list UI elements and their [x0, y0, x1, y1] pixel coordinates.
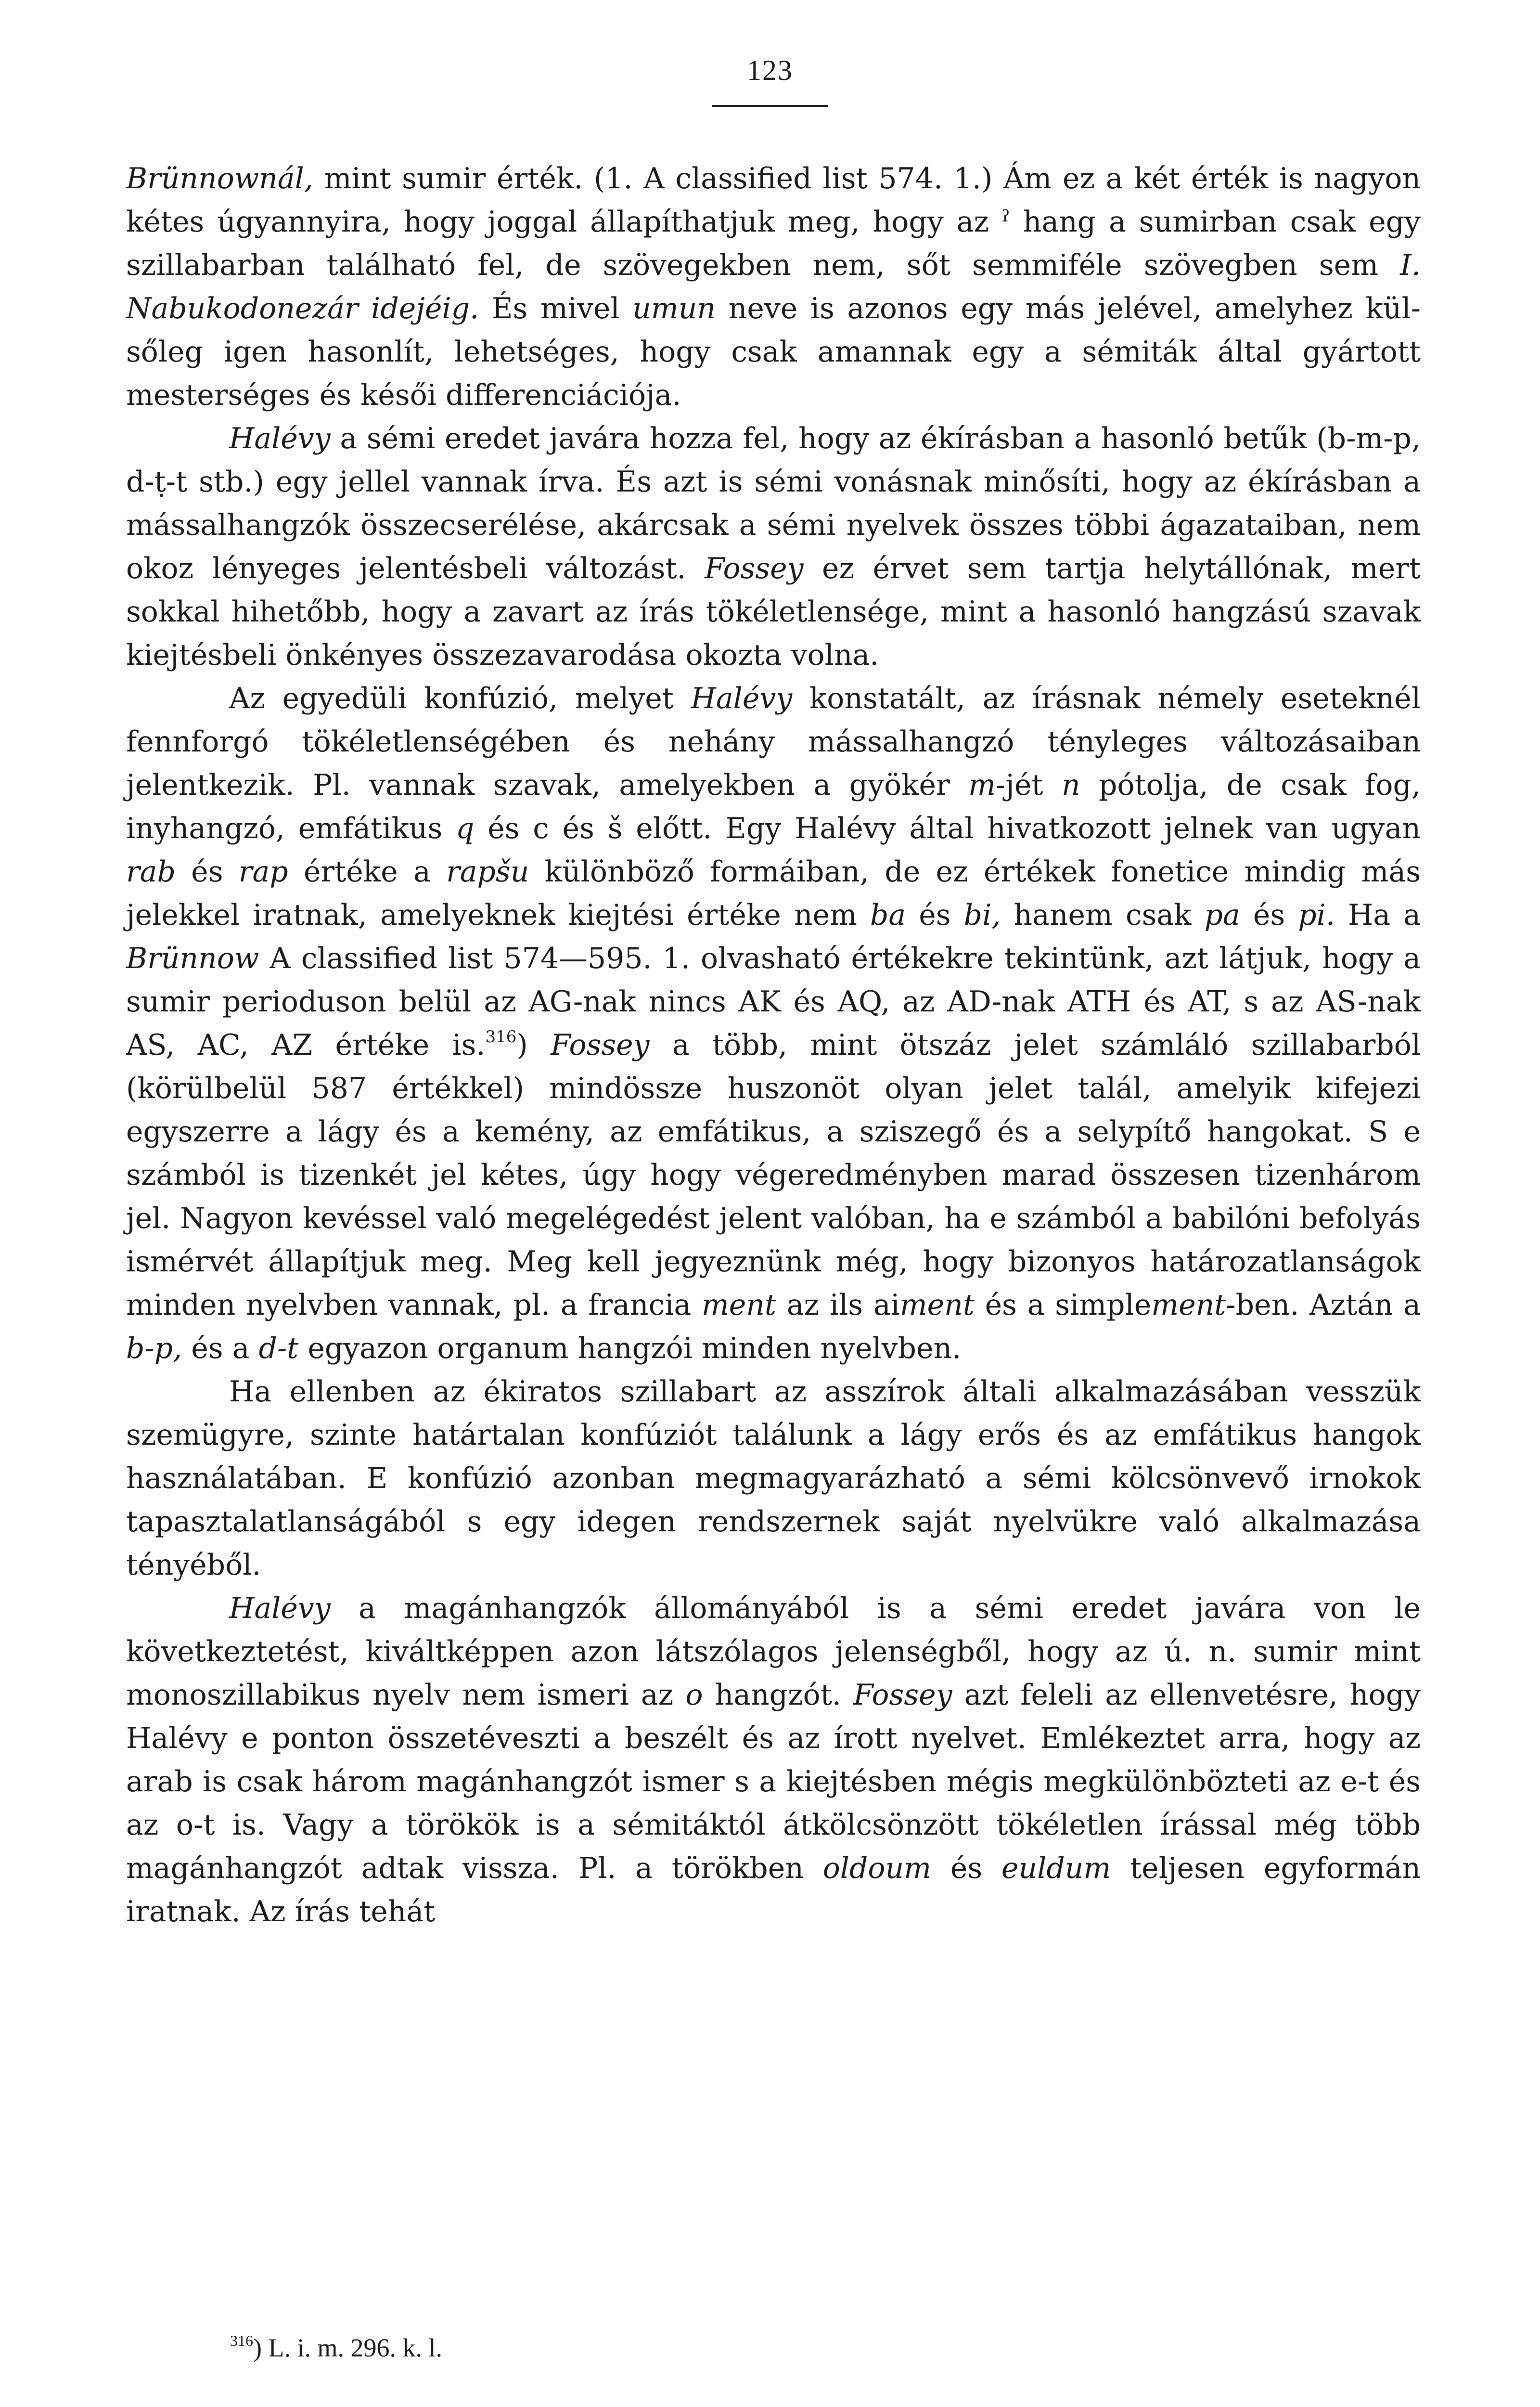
- footnote-number: 316: [230, 2332, 253, 2349]
- italic-text: Brünnow: [126, 942, 259, 975]
- italic-text: Fossey: [551, 1028, 650, 1062]
- text-run: a több, mint ötszáz jelet számláló szillabarból (körülbelül 587 értékkel) mindössze huszonöt olyan jelet talál, amelyik kifejezi egyszerre a lágy és a kemény, az emfátikus, a sziszegő és a selypítő hangokat. S e számból is tizenkét jel kétes, úgy hogy végeredményben marad összesen tizenhárom jel. Nagyon kevéssel való megelégedést jelent valóban, ha e számból a babilóni befolyás ismérvét állapítjuk meg. Meg kell jegyeznünk még, hogy bizonyos határozatlanságok minden nyelvben vannak, pl. a francia: [126, 1028, 1421, 1322]
- text-run: értéke a: [288, 855, 447, 889]
- text-run: és a: [182, 1332, 259, 1365]
- italic-text: bi,: [963, 898, 1001, 932]
- italic-text: oldoum: [822, 1851, 932, 1885]
- text-run: és: [175, 855, 239, 889]
- text-run: és: [906, 898, 964, 932]
- italic-text: Brünnownál,: [126, 162, 313, 195]
- text-run: különböző formáiban, de ez értékek fonetice mindig más jelekkel iratnak, amelyeknek kiejtési értéke nem: [126, 855, 1421, 932]
- text-run: pótolja, de csak fog, inyhangzó, emfátikus: [126, 768, 1421, 845]
- paragraph: [126, 417, 1421, 677]
- italic-text: Fossey: [705, 552, 804, 585]
- text-run: azt feleli az ellenvetésre, hogy Halévy e ponton összetéveszti a beszélt és az írott nyelvet. Emlékeztet arra, hogy az arab is csak három magánhangzót ismer s a kiejtésben mégis megkülönbözteti az e-t és az o-t is. Vagy a törökök is a sémitáktól átkölcsönzött tökéletlen írással még több magánhangzót adtak vissza. Pl. a törökben: [126, 1678, 1421, 1885]
- footnote: [230, 2331, 1096, 2365]
- italic-text: Halévy: [691, 682, 793, 715]
- footnote-reference: 316: [485, 1027, 517, 1047]
- text-run: ez érvet sem tartja helytállónak, mert sokkal hihetőbb, hogy a zavart az írás tökéletlensége, mint a hasonló hangzású szavak kiejtésbeli önkényes összezavarodása okozta volna.: [126, 552, 1421, 672]
- footnote-text: ) L. i. m. 296. k. l.: [253, 2333, 442, 2362]
- text-run: és: [931, 1851, 1002, 1885]
- text-run: Ha a: [1335, 898, 1421, 932]
- text-run: Ha ellenben az ékiratos szillabart az asszírok általi alkalmazásában vesszük szemügyre, szinte határtalan konfúziót találunk a lágy erős és az emfátikus hangok használatában. E konfúzió azonban megmagyarázható a sémi kölcsönvevő irnokok tapasztalatlanságából s egy idegen rendszernek saját nyelvükre való alkalmazása tényéből.: [126, 1375, 1421, 1582]
- italic-text: rap: [238, 855, 288, 889]
- italic-text: ment: [701, 1288, 777, 1322]
- text-run: neve is azonos egy más jelével, amelyhez külsőleg igen hasonlít, lehetséges, hogy csak amannak egy a sémiták által gyártott mesterséges és késői differenciációja.: [126, 292, 1421, 412]
- italic-text: Fossey: [853, 1678, 952, 1712]
- body-text: [126, 157, 1421, 1933]
- italic-text: Halévy: [229, 422, 331, 455]
- text-run: a sémi eredet javára hozza fel, hogy az ékírásban a hasonló betűk (b-m-p, d-ṭ-t stb.) egy jellel vannak írva. És azt is sémi vonásnak minősíti, hogy az ékírásban a mássalhangzók összecserélése, akárcsak a sémi nyelvek összes többi ágazataiban, nem okoz lényeges jelentésbeli változást.: [126, 422, 1421, 585]
- italic-text: b-p,: [126, 1332, 182, 1365]
- paragraph: [126, 1587, 1421, 1933]
- text-run: egyazon organum hangzói minden nyelvben.: [298, 1332, 962, 1365]
- italic-text: rab: [126, 855, 176, 889]
- page-number-underline: [712, 105, 828, 107]
- text-run: és a simple: [974, 1288, 1152, 1322]
- text-run: hanem csak: [1001, 898, 1205, 932]
- page-number: 123: [747, 54, 793, 86]
- italic-text: m: [968, 768, 996, 802]
- text-run: mint sumir érték. (1. A classified list 574. 1.) Ám ez a két érték is nagyon kétes úgyannyira, hogy joggal állapíthatjuk meg, hogy az ˀ hang a sumirban csak egy szillabarban található fel, de szövegekben nem, sőt semmiféle szövegben sem: [126, 162, 1421, 282]
- text-run: ): [516, 1028, 551, 1062]
- italic-text: I. Nabukodonezár idejéig.: [126, 248, 1421, 325]
- text-run: teljesen egyformán iratnak. Az írás tehát: [126, 1851, 1421, 1928]
- italic-text: o: [685, 1678, 703, 1712]
- text-run: -jét: [996, 768, 1062, 802]
- paragraph: [126, 1370, 1421, 1587]
- italic-text: Halévy: [229, 1592, 331, 1625]
- text-run: Az egyedüli konfúzió, melyet: [229, 682, 691, 715]
- italic-text: q: [456, 812, 475, 845]
- italic-text: ment: [1151, 1288, 1226, 1322]
- paragraph: [126, 677, 1421, 1370]
- text-run: -ben. Aztán a: [1226, 1288, 1421, 1322]
- italic-text: ment: [899, 1288, 975, 1322]
- text-run: A classified list 574—595. 1. olvasható értékekre tekintünk, azt látjuk, hogy a sumir perioduson belül az AG-nak nincs AK és AQ, az AD-nak ATH és AT, s az AS-nak AS, AC, AZ értéke is.: [126, 942, 1421, 1062]
- italic-text: pa: [1204, 898, 1240, 932]
- italic-text: pi.: [1298, 898, 1335, 932]
- text-run: konstatált, az írásnak némely eseteknél fennforgó tökéletlenségében és nehány mássalhangzó tényleges változásaiban jelentkezik. Pl. vannak szavak, amelyekben a gyökér: [126, 682, 1421, 802]
- paragraph: [126, 157, 1421, 417]
- text-run: és c és š előtt. Egy Halévy által hivatkozott jelnek van ugyan: [474, 812, 1421, 845]
- italic-text: rapšu: [446, 855, 529, 889]
- text-run: És mivel: [479, 292, 633, 325]
- italic-text: n: [1061, 768, 1080, 802]
- italic-text: umun: [632, 292, 716, 325]
- italic-text: d-t: [258, 1332, 299, 1365]
- italic-text: euldum: [1001, 1851, 1111, 1885]
- text-run: a magánhangzók állományából is a sémi eredet javára von le következtetést, kiváltképpen azon látszólagos jelenségből, hogy az ú. n. sumir mint monoszillabikus nyelv nem ismeri az: [126, 1592, 1421, 1712]
- text-run: hangzót.: [703, 1678, 854, 1712]
- text-run: az ils ai: [776, 1288, 900, 1322]
- text-run: és: [1240, 898, 1298, 932]
- italic-text: ba: [870, 898, 906, 932]
